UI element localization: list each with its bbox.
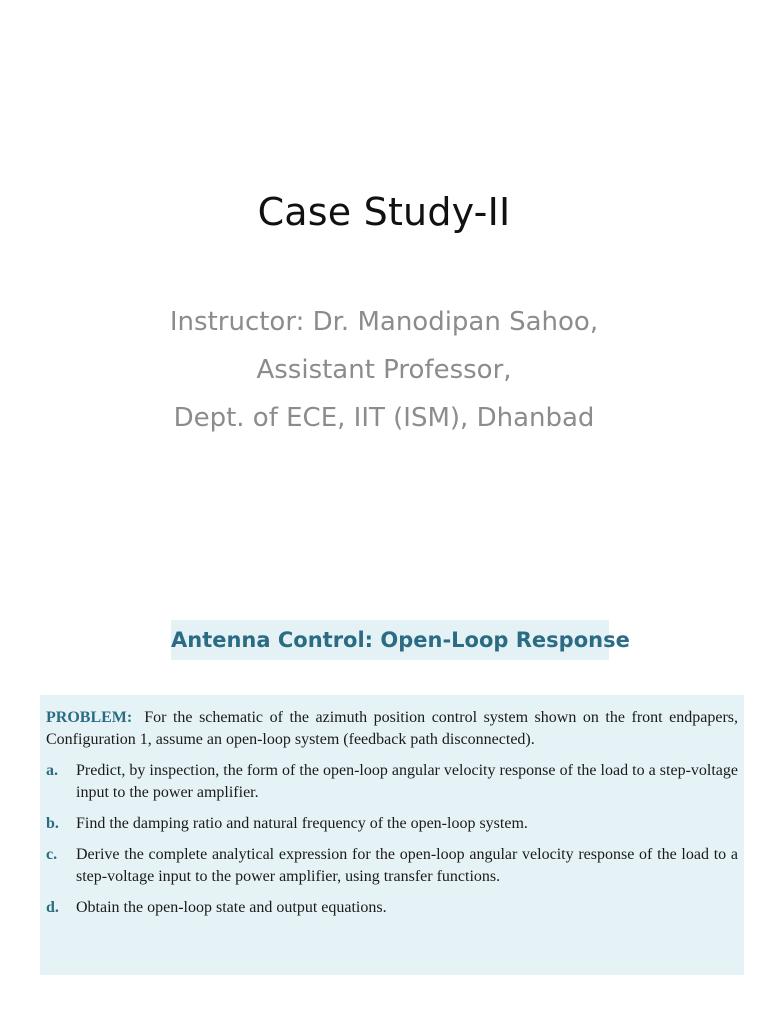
slide-title: Case Study-II xyxy=(257,190,511,234)
excerpt-heading: Antenna Control: Open-Loop Response xyxy=(171,620,609,660)
instructor-department-line: Dept. of ECE, IIT (ISM), Dhanbad xyxy=(173,403,595,433)
part-label: b. xyxy=(46,815,59,832)
problem-part-a xyxy=(46,760,738,804)
part-text: Derive the complete analytical expression for the open-loop angular velocity response of the load to a step-voltage input to the power amplifier, using transfer functions. xyxy=(76,846,738,885)
part-text: Obtain the open-loop state and output equations. xyxy=(76,899,387,916)
problem-text: For the schematic of the azimuth position control system shown on the front endpapers, Configuration 1, assume an open-loop system (feedback path disconnected). xyxy=(46,709,738,748)
part-label: a. xyxy=(46,762,58,779)
part-label: c. xyxy=(46,846,58,863)
problem-part-b xyxy=(46,813,738,835)
problem-statement xyxy=(46,707,738,751)
instructor-info xyxy=(0,298,768,442)
part-label: d. xyxy=(46,899,59,916)
part-text: Predict, by inspection, the form of the open-loop angular velocity response of the load to a step-voltage input to the power amplifier. xyxy=(76,762,738,801)
problem-part-d xyxy=(46,897,738,919)
part-text: Find the damping ratio and natural frequency of the open-loop system. xyxy=(76,815,528,832)
instructor-position-line: Assistant Professor, xyxy=(256,355,512,385)
problem-label: PROBLEM: xyxy=(46,709,133,726)
instructor-name-line: Instructor: Dr. Manodipan Sahoo, xyxy=(169,307,599,337)
problem-box xyxy=(40,695,744,975)
problem-part-c xyxy=(46,844,738,888)
